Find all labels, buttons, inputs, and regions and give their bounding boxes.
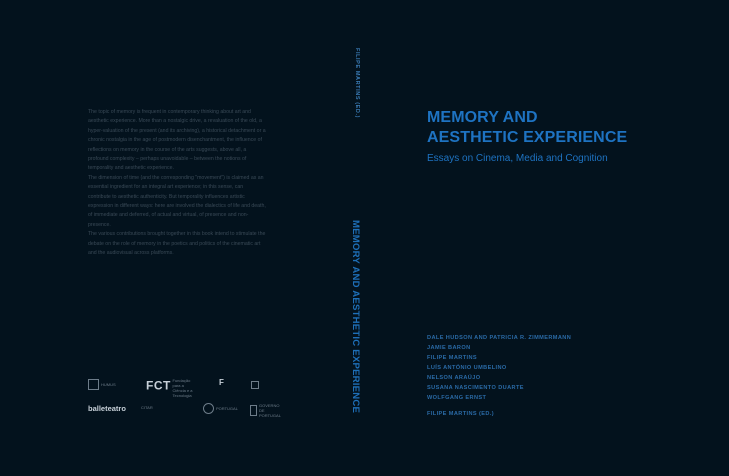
blurb-paragraph: The topic of memory is frequent in contemporary thinking about art and aesthetic experience. More than a nostalgic drive, a revaluation of the old, a hyper-valuation of the present (and its archiving), a historical detachment or a chronic nostalgia in the age of postmodern disenchantment, the influence of reflections on memory in the course of the arts suggests, above all, a profound complexity – perhaps unavoidable – between the notions of temporality and aesthetic experience. xyxy=(88,109,266,172)
contributor-name: WOLFGANG ERNST xyxy=(427,395,487,401)
front-editor: FILIPE MARTINS (ED.) xyxy=(427,411,495,417)
book-subtitle: Essays on Cinema, Media and Cognition xyxy=(427,153,608,164)
contributor-name: DALE HUDSON AND PATRICIA R. ZIMMERMANN xyxy=(427,335,572,341)
government-logo: GOVERNO DE PORTUGAL xyxy=(250,403,279,418)
spine-title: MEMORY AND AESTHETIC EXPERIENCE xyxy=(350,220,361,414)
contributor-name: SUSANA NASCIMENTO DUARTE xyxy=(427,385,524,391)
contributor-list xyxy=(427,333,571,403)
spine-editor: FILIPE MARTINS (ED.) xyxy=(354,48,360,119)
back-cover-blurb xyxy=(88,108,266,259)
contributor-name: FILIPE MARTINS xyxy=(427,355,478,361)
contributor-name: NELSON ARAÚJO xyxy=(427,375,481,381)
book-title-line: AESTHETIC EXPERIENCE xyxy=(427,129,628,146)
contributor-name: LUÍS ANTÓNIO UMBELINO xyxy=(427,365,507,371)
balleteatro-logo: balleteatro xyxy=(88,404,126,413)
blurb-paragraph: The various contributions brought together in this book intend to stimulate the debate on the role of memory in the poetics and politics of the cinematic art and the audiovisual across platforms. xyxy=(88,231,266,257)
publisher-logo-icon xyxy=(88,379,99,390)
book-title-line: MEMORY AND xyxy=(427,109,538,126)
publisher-logo: HUMUS xyxy=(88,379,116,390)
blurb-paragraph: The dimension of time (and the corresponding "movement") is claimed as an essential ingredient for an integral art experience; in this sense, can contribute to aesthetic authenticity. But temporality influences artistic expression in different ways: here are involved the dialectics of life and death, of immediate and deferred, of actual and virtual, of presence and non-presence. xyxy=(88,174,266,228)
cultura-logo-icon xyxy=(203,403,214,414)
f-logo: F xyxy=(219,378,224,387)
contributor-name: JAMIE BARON xyxy=(427,345,471,351)
cultura-logo: PORTUGAL xyxy=(203,403,238,414)
fct-logo: FCT Fundação para a Ciência e a Tecnologia xyxy=(146,378,193,398)
book-title xyxy=(427,108,627,148)
small-logo-icon xyxy=(251,381,261,389)
government-logo-icon xyxy=(250,405,257,416)
partner-logo: CITAR xyxy=(141,405,153,410)
